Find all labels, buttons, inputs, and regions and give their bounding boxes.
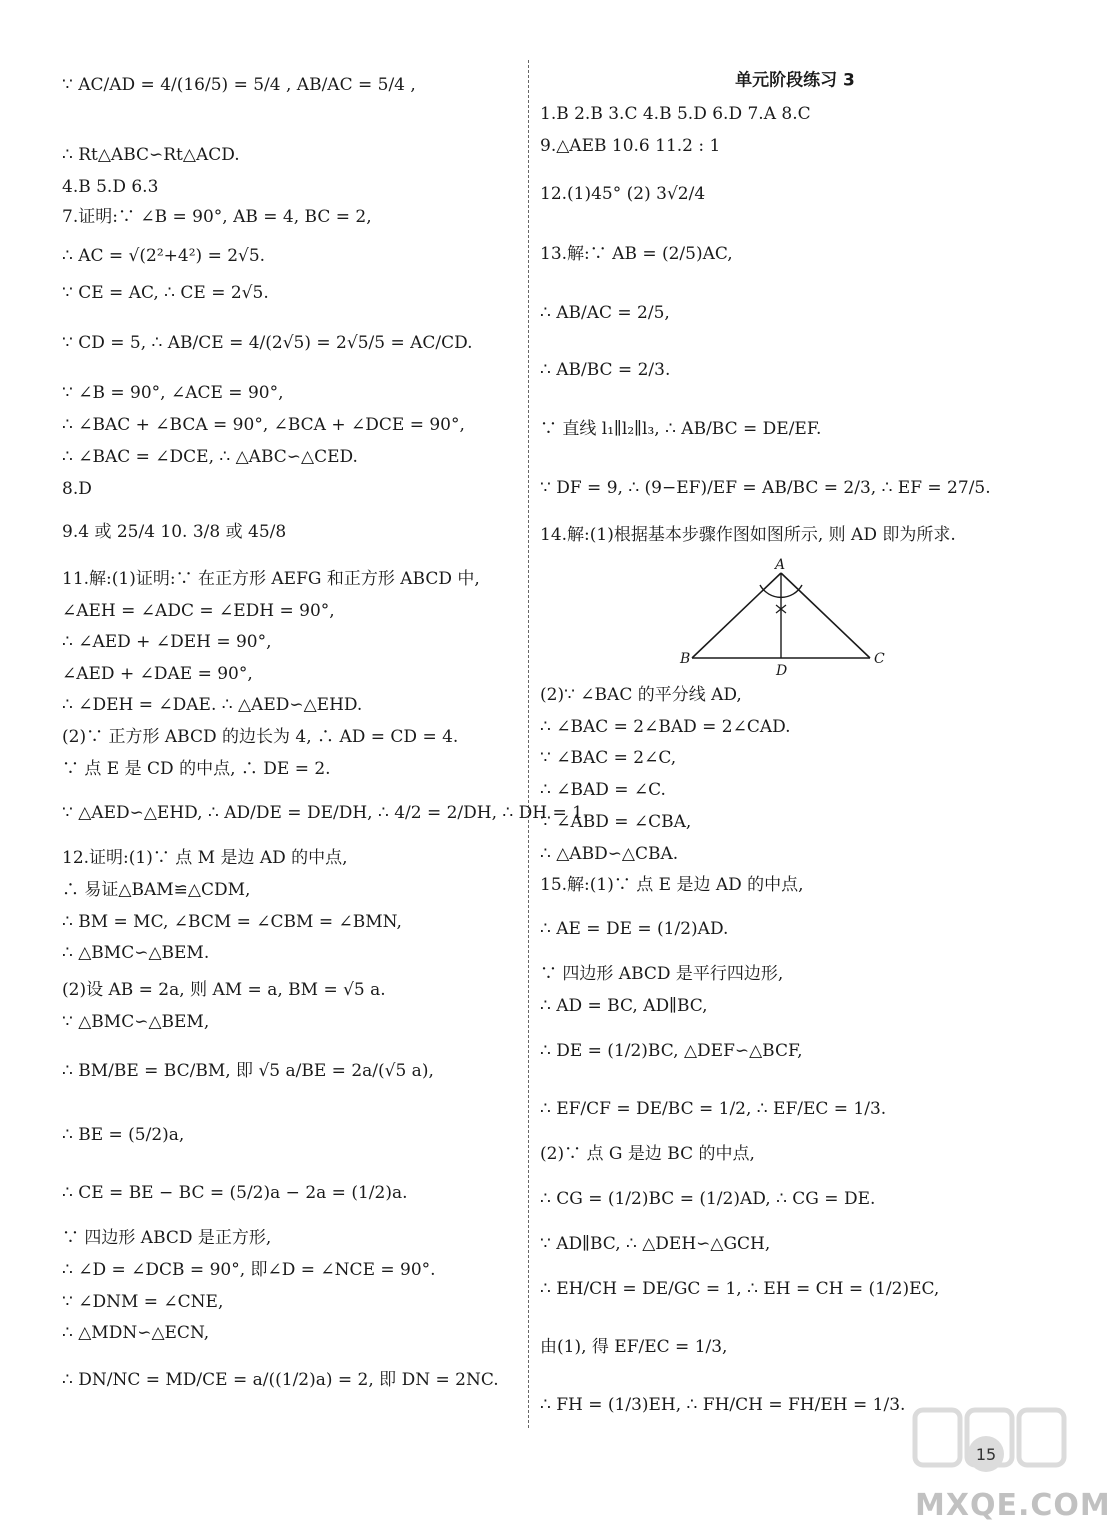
answer-line: ∴ BE = (5/2)a,	[62, 1125, 185, 1145]
answer-line: ∴ CE = BE − BC = (5/2)a − 2a = (1/2)a.	[62, 1183, 408, 1203]
answer-line: ∴ CG = (1/2)BC = (1/2)AD, ∴ CG = DE.	[540, 1189, 876, 1209]
answer-line: ∵ CD = 5, ∴ AB/CE = 4/(2√5) = 2√5/5 = AC/CD.	[62, 333, 473, 353]
answer-line: ∵ CE = AC, ∴ CE = 2√5.	[62, 283, 269, 303]
answer-line: ∴ DE = (1/2)BC, △DEF∽△BCF,	[540, 1041, 803, 1061]
answer-line: ∴ ∠BAC + ∠BCA = 90°, ∠BCA + ∠DCE = 90°,	[62, 415, 465, 435]
answer-line: 4.B 5.D 6.3	[62, 177, 159, 197]
answer-line: ∵ ∠DNM = ∠CNE,	[62, 1292, 224, 1312]
answer-line: ∴ BM = MC, ∠BCM = ∠CBM = ∠BMN,	[62, 912, 402, 932]
answer-line: ∴ △BMC∽△BEM.	[62, 943, 210, 963]
label-a: A	[775, 557, 786, 573]
answer-line: ∴ FH = (1/3)EH, ∴ FH/CH = FH/EH = 1/3.	[540, 1395, 906, 1415]
answer-line: (2)∵ ∠BAC 的平分线 AD,	[540, 685, 742, 705]
answer-line: ∴ AC = √(2²+4²) = 2√5.	[62, 246, 266, 266]
answer-line: ∴ ∠AED + ∠DEH = 90°,	[62, 632, 272, 652]
answer-line: 15.解:(1)∵ 点 E 是边 AD 的中点,	[540, 875, 804, 895]
answer-line: ∴ EF/CF = DE/BC = 1/2, ∴ EF/EC = 1/3.	[540, 1099, 887, 1119]
answer-line: ∴ BM/BE = BC/BM, 即 √5 a/BE = 2a/(√5 a),	[62, 1061, 434, 1081]
answer-line: 由(1), 得 EF/EC = 1/3,	[540, 1337, 728, 1357]
column-divider	[528, 60, 529, 1428]
answer-line: 9.4 或 25/4 10. 3/8 或 45/8	[62, 522, 287, 542]
answer-line: ∵ AC/AD = 4/(16/5) = 5/4 , AB/AC = 5/4 ,	[62, 75, 416, 95]
answer-line: 12.证明:(1)∵ 点 M 是边 AD 的中点,	[62, 848, 348, 868]
answer-line: ∴ EH/CH = DE/GC = 1, ∴ EH = CH = (1/2)EC,	[540, 1279, 940, 1299]
answer-line: 12.(1)45° (2) 3√2/4	[540, 184, 706, 204]
answer-line: ∵ 四边形 ABCD 是平行四边形,	[540, 964, 784, 984]
page-number: 15	[968, 1436, 1004, 1472]
answer-line: 8.D	[62, 479, 92, 499]
answer-line: ∵ 四边形 ABCD 是正方形,	[62, 1228, 272, 1248]
segment-ab	[692, 573, 781, 658]
answer-line: ∴ ∠D = ∠DCB = 90°, 即∠D = ∠NCE = 90°.	[62, 1260, 436, 1280]
answer-line: 11.解:(1)证明:∵ 在正方形 AEFG 和正方形 ABCD 中,	[62, 569, 480, 589]
answer-line: 9.△AEB 10.6 11.2 : 1	[540, 136, 721, 156]
answer-line: ∴ Rt△ABC∽Rt△ACD.	[62, 145, 240, 165]
answer-line: ∴ △ABD∽△CBA.	[540, 844, 679, 864]
answer-line: (2)∵ 正方形 ABCD 的边长为 4, ∴ AD = CD = 4.	[62, 727, 459, 747]
answer-line: ∴ AD = BC, AD∥BC,	[540, 996, 708, 1016]
answer-line: 7.证明:∵ ∠B = 90°, AB = 4, BC = 2,	[62, 207, 372, 227]
answer-line: ∵ △AED∽△EHD, ∴ AD/DE = DE/DH, ∴ 4/2 = 2/DH, ∴ DH = 1.	[62, 803, 589, 823]
answer-line: ∠AEH = ∠ADC = ∠EDH = 90°,	[62, 601, 335, 621]
answer-line: (2)∵ 点 G 是边 BC 的中点,	[540, 1144, 755, 1164]
answer-line: ∴ AB/BC = 2/3.	[540, 360, 671, 380]
answer-line: ∵ ∠BAC = 2∠C,	[540, 748, 677, 768]
triangle-figure	[680, 555, 890, 680]
answer-line: 13.解:∵ AB = (2/5)AC,	[540, 244, 733, 264]
answer-line: ∴ △MDN∽△ECN,	[62, 1323, 210, 1343]
answer-line: ∴ ∠BAC = ∠DCE, ∴ △ABC∽△CED.	[62, 447, 358, 467]
answer-line: ∵ DF = 9, ∴ (9−EF)/EF = AB/BC = 2/3, ∴ EF = 27/5.	[540, 478, 991, 498]
answer-line: ∴ ∠DEH = ∠DAE. ∴ △AED∽△EHD.	[62, 695, 363, 715]
answer-line: ∴ AE = DE = (1/2)AD.	[540, 919, 729, 939]
watermark-text: MXQE.COM	[915, 1488, 1111, 1523]
segment-ac	[781, 573, 870, 658]
section-title: 单元阶段练习 3	[735, 70, 855, 91]
answer-line: ∴ ∠BAC = 2∠BAD = 2∠CAD.	[540, 717, 791, 737]
answer-line: ∵ ∠ABD = ∠CBA,	[540, 812, 692, 832]
answer-line: ∵ △BMC∽△BEM,	[62, 1012, 210, 1032]
label-c: C	[874, 651, 885, 667]
answer-line: ∵ 点 E 是 CD 的中点, ∴ DE = 2.	[62, 759, 331, 779]
answer-line: ∠AED + ∠DAE = 90°,	[62, 664, 253, 684]
answer-line: ∵ 直线 l₁∥l₂∥l₃, ∴ AB/BC = DE/EF.	[540, 419, 822, 439]
label-b: B	[680, 651, 691, 667]
answer-line: ∴ 易证△BAM≌△CDM,	[62, 880, 251, 900]
answer-line: ∵ AD∥BC, ∴ △DEH∽△GCH,	[540, 1234, 771, 1254]
answer-line: (2)设 AB = 2a, 则 AM = a, BM = √5 a.	[62, 980, 386, 1000]
answer-line: ∵ ∠B = 90°, ∠ACE = 90°,	[62, 383, 284, 403]
answer-line: 14.解:(1)根据基本步骤作图如图所示, 则 AD 即为所求.	[540, 525, 956, 545]
label-d: D	[776, 663, 788, 679]
triangle-diagram	[680, 555, 890, 680]
answer-line: ∴ DN/NC = MD/CE = a/((1/2)a) = 2, 即 DN = 2NC.	[62, 1370, 499, 1390]
answer-line: ∴ ∠BAD = ∠C.	[540, 780, 666, 800]
answer-line: ∴ AB/AC = 2/5,	[540, 303, 670, 323]
answer-line: 1.B 2.B 3.C 4.B 5.D 6.D 7.A 8.C	[540, 104, 811, 124]
